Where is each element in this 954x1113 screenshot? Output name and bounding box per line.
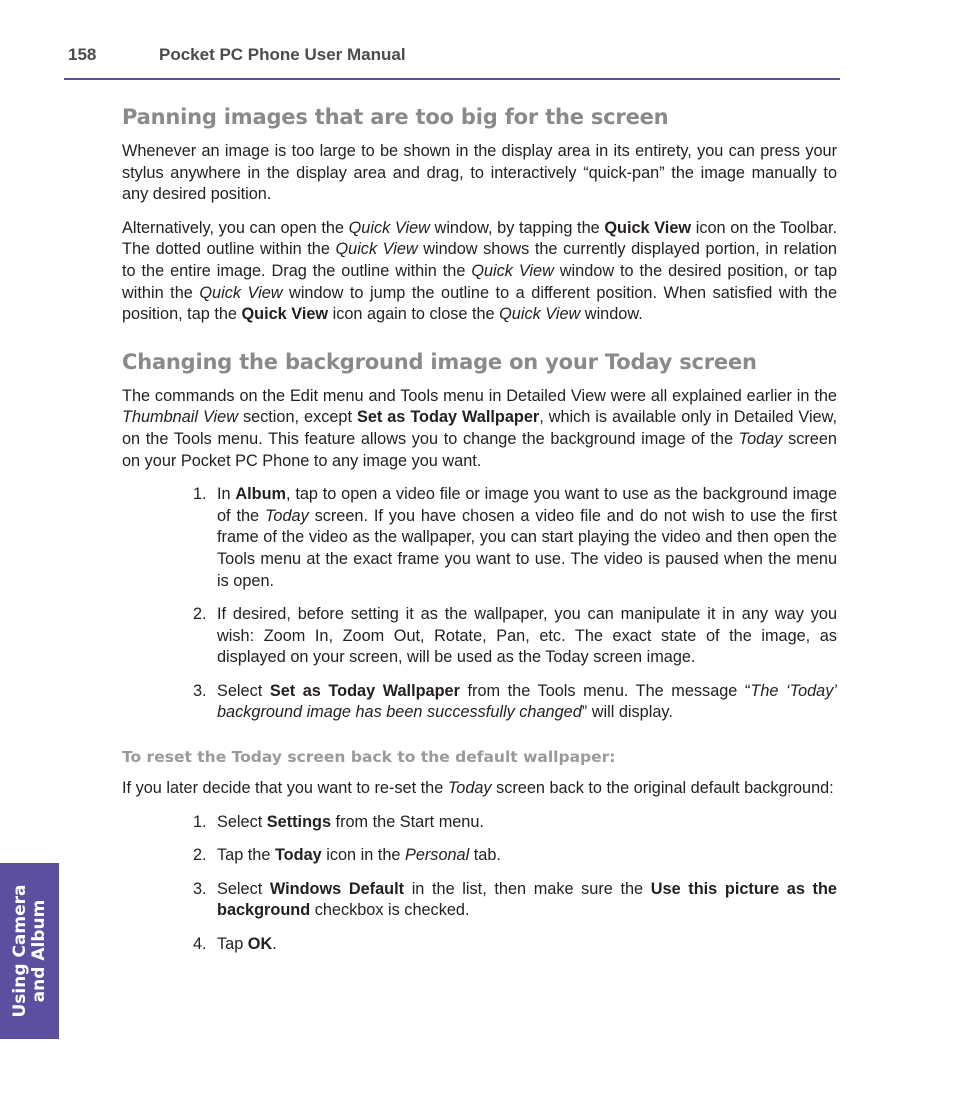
body-text: section, except: [237, 408, 357, 427]
body-text: screen on your Pocket PC Phone to any image you want.: [122, 429, 837, 470]
body-text: in the list, then make sure the: [404, 879, 651, 898]
body-text: from the Start menu.: [331, 812, 484, 831]
body-text: ” will display.: [581, 703, 673, 722]
italic-text: Thumbnail View: [122, 408, 238, 427]
list-item: [193, 812, 837, 834]
body-text: checkbox is checked.: [310, 901, 470, 920]
list-number: 1.: [193, 485, 207, 504]
body-text: screen. If you have chosen a video file and do not wish to use the first frame of the video as the wallpaper, you can start playing the video and then open the Tools menu at the exact frame you want to use. The video is paused when the menu is open.: [217, 506, 838, 590]
bold-text: Use this picture as the background: [217, 879, 837, 920]
list-item: [193, 879, 837, 922]
italic-text: Today: [264, 506, 309, 525]
body-text: If desired, before setting it as the wallpaper, you can manipulate it in any way you wish: Zoom In, Zoom Out, Rotate, Pan, etc. The exact state of the image, as displayed on your screen, will be used as the Today screen image.: [217, 605, 837, 667]
body-text: window.: [580, 305, 643, 324]
list-number: 3.: [193, 879, 207, 898]
italic-text: Quick View: [335, 240, 418, 259]
body-text: .: [272, 935, 277, 954]
body-text: from the Tools menu. The message “: [459, 681, 751, 700]
body-text: , tap to open a video file or image you want to use as the background image of the: [217, 485, 837, 525]
list-item: [193, 934, 837, 956]
page-number: 158: [68, 45, 97, 64]
body-text: Select: [217, 681, 270, 700]
section-heading: Changing the background image on your Today screen: [122, 349, 757, 374]
italic-text: Today: [447, 779, 492, 798]
numbered-list: [122, 812, 837, 956]
paragraph: [122, 141, 837, 206]
italic-text: Quick View: [471, 261, 554, 280]
list-number: 4.: [193, 935, 207, 954]
italic-text: Today: [738, 429, 783, 448]
bold-text: Quick View: [241, 305, 329, 324]
bold-text: Settings: [266, 812, 332, 831]
list-number: 3.: [193, 681, 207, 700]
section-heading: Panning images that are too big for the screen: [122, 105, 669, 129]
chapter-side-tab: [0, 863, 59, 1039]
body-text: screen back to the original default background:: [491, 779, 834, 798]
body-text: icon on the Toolbar. The dotted outline within the: [122, 218, 838, 259]
list-item: [193, 681, 837, 724]
body-text: , which is available only in Detailed View, on the Tools menu. This feature allows you to change the background image of the: [122, 408, 838, 448]
list-number: 1.: [193, 812, 207, 831]
body-text: Select: [217, 812, 267, 831]
body-text: icon again to close the: [328, 305, 500, 324]
bold-text: Set as Today Wallpaper: [356, 408, 540, 427]
list-number: 2.: [193, 846, 207, 865]
body-text: Tap: [217, 935, 248, 954]
manual-title: Pocket PC Phone User Manual: [159, 45, 406, 64]
italic-text: Quick View: [499, 305, 581, 324]
italic-text: Quick View: [348, 218, 430, 237]
body-text: tab.: [469, 846, 501, 865]
list-number: 2.: [193, 605, 207, 624]
body-text: In: [217, 485, 236, 504]
body-text: Select: [217, 879, 270, 898]
bold-text: Set as Today Wallpaper: [269, 681, 460, 700]
bold-text: Today: [274, 846, 322, 865]
paragraph: [122, 218, 837, 326]
bold-text: Windows Default: [269, 879, 405, 898]
body-text: If you later decide that you want to re-set the: [122, 779, 448, 798]
body-text: The commands on the Edit menu and Tools menu in Detailed View were all explained earlier in the: [122, 386, 837, 405]
italic-text: The ‘Today’ background image has been successfully changed: [217, 681, 837, 722]
body-text: Tap the: [217, 846, 275, 865]
body-text: window, by tapping the: [429, 218, 605, 237]
list-item: [193, 604, 837, 669]
numbered-list: [122, 484, 837, 724]
paragraph: [122, 778, 837, 800]
italic-text: Personal: [404, 846, 470, 865]
chapter-tab-line-1: Using Camera: [10, 884, 30, 1018]
bold-text: OK: [247, 935, 273, 954]
header-rule: [64, 78, 840, 80]
body-text: Alternatively, you can open the: [122, 218, 349, 237]
chapter-tab-line-2: and Album: [29, 899, 49, 1003]
chapter-tab-label: [11, 885, 49, 1018]
list-item: [193, 845, 837, 867]
body-text: window shows the currently displayed portion, in relation to the entire image. Drag the outline within the: [122, 240, 837, 280]
body-text: window to the desired position, or tap within the: [122, 261, 838, 302]
bold-text: Quick View: [604, 218, 692, 237]
italic-text: Quick View: [199, 283, 283, 302]
page-content: [122, 105, 837, 968]
body-text: icon in the: [321, 846, 405, 865]
subsection-heading: To reset the Today screen back to the default wallpaper:: [122, 748, 616, 767]
paragraph: [122, 386, 837, 472]
body-text: window to jump the outline to a different position. When satisfied with the position, tap the: [122, 283, 838, 324]
body-text: Whenever an image is too large to be shown in the display area in its entirety, you can press your stylus anywhere in the display area and drag, to interactively “quick-pan” the image manually to any desired position.: [122, 142, 837, 204]
bold-text: Album: [235, 485, 287, 504]
list-item: [193, 484, 838, 592]
